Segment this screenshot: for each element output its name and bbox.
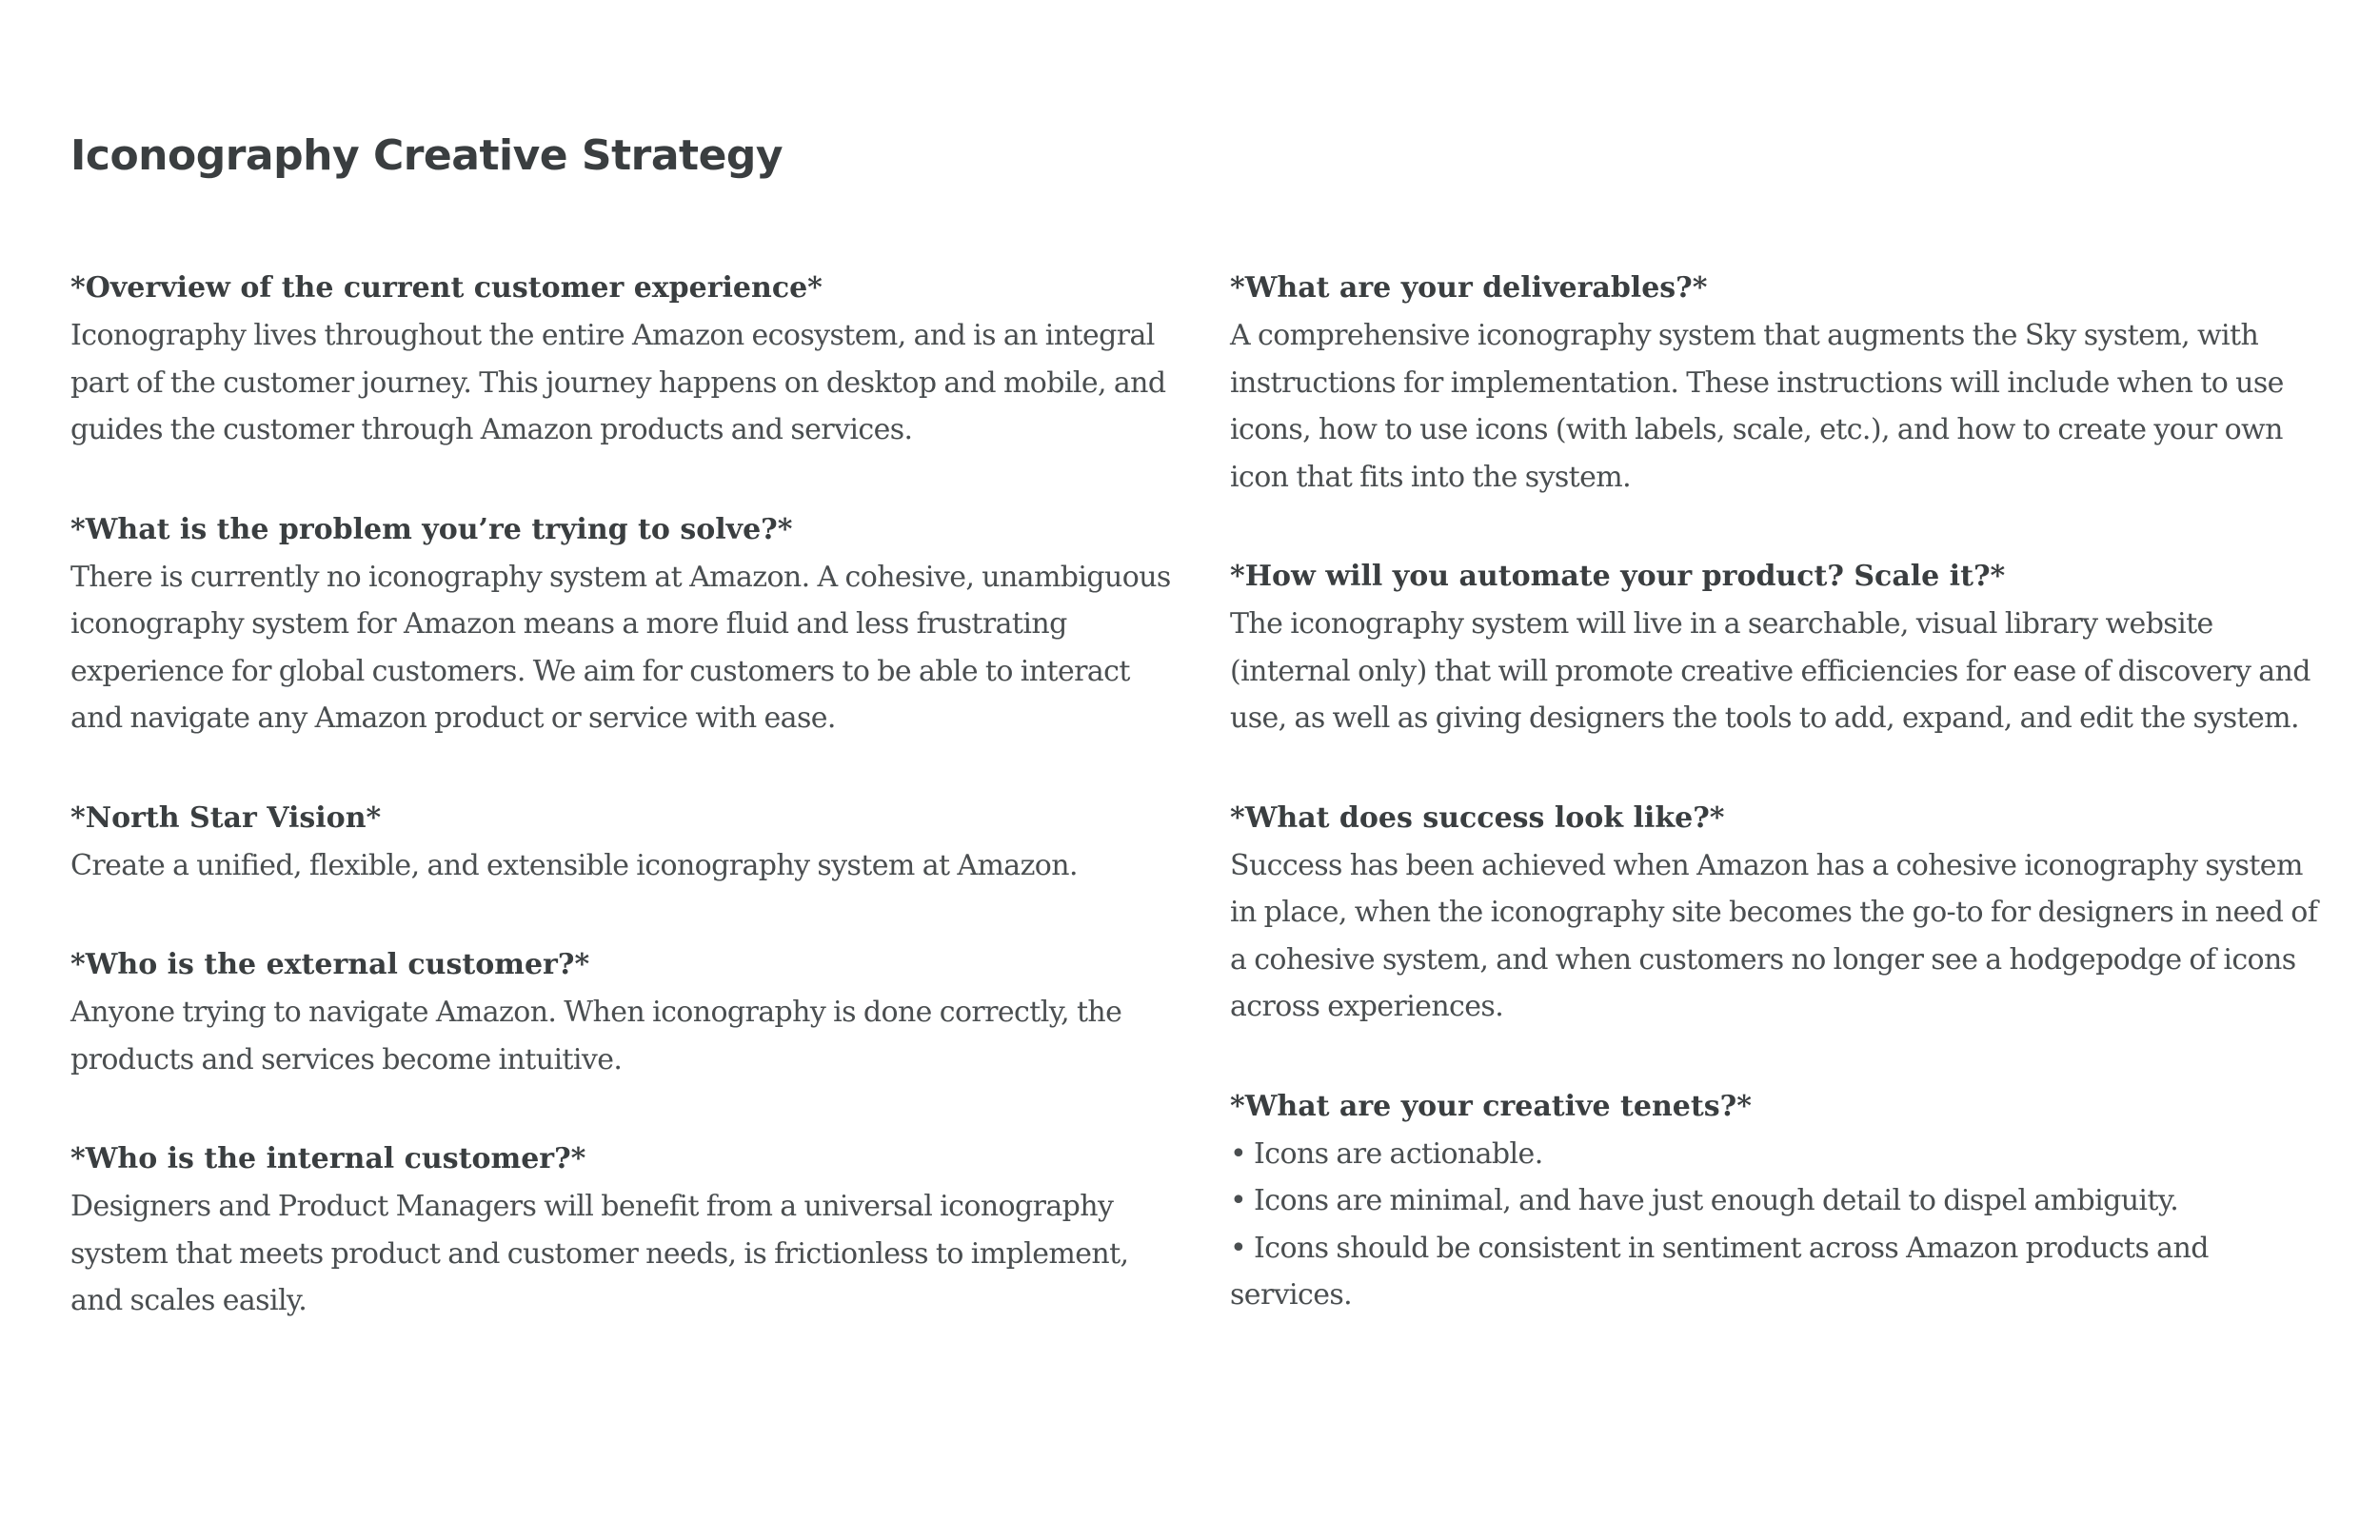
page-title: Iconography Creative Strategy: [70, 131, 783, 180]
section-deliverables: [1230, 265, 2325, 501]
section-problem: [70, 506, 1175, 742]
section-overview: [70, 265, 1175, 454]
section-heading: *What is the problem you’re trying to solve?*: [70, 512, 793, 546]
section-heading: *What does success look like?*: [1230, 800, 1725, 835]
left-column: [70, 265, 1175, 1377]
section-heading: *North Star Vision*: [70, 800, 382, 835]
tenets-list: [1230, 1131, 2325, 1319]
section-body: There is currently no iconography system at Amazon. A cohesive, unambiguous iconography system for Amazon means a more fluid and less frustrating experience for global customers. We aim for customers to be able to interact and navigate any Amazon product or service with ease.: [70, 560, 1171, 735]
right-column: [1230, 265, 2325, 1372]
list-item: • Icons should be consistent in sentiment across Amazon products and services.: [1230, 1225, 2325, 1319]
list-item: • Icons are minimal, and have just enough detail to dispel ambiguity.: [1230, 1177, 2325, 1225]
section-body: Designers and Product Managers will benefit from a universal iconography system that meets product and customer needs, is frictionless to implement, and scales easily.: [70, 1190, 1129, 1317]
section-body: Iconography lives throughout the entire Amazon ecosystem, and is an integral part of the customer journey. This journey happens on desktop and mobile, and guides the customer through Amazon products and services.: [70, 319, 1166, 446]
section-body: A comprehensive iconography system that augments the Sky system, with instructions for implementation. These instructions will include when to use icons, how to use icons (with labels, scale, etc.), and how to create your own icon that fits into the system.: [1230, 319, 2284, 494]
list-item: • Icons are actionable.: [1230, 1131, 2325, 1178]
section-body: Success has been achieved when Amazon has a cohesive iconography system in place, when the iconography site becomes the go-to for designers in need of a cohesive system, and when customers no longer see a hodgepodge of icons across experiences.: [1230, 848, 2318, 1023]
section-body: The iconography system will live in a searchable, visual library website (internal only) that will promote creative efficiencies for ease of discovery and use, as well as giving designers the tools to add, expand, and edit the system.: [1230, 607, 2311, 735]
section-heading: *Overview of the current customer experience*: [70, 271, 823, 305]
section-creative-tenets: [1230, 1083, 2325, 1319]
section-heading: *What are your creative tenets?*: [1230, 1089, 1752, 1123]
section-body: Anyone trying to navigate Amazon. When iconography is done correctly, the products and services become intuitive.: [70, 996, 1122, 1076]
section-north-star: [70, 795, 1175, 890]
section-heading: *Who is the internal customer?*: [70, 1142, 586, 1175]
section-success: [1230, 795, 2325, 1031]
section-heading: *What are your deliverables?*: [1230, 271, 1708, 305]
section-internal-customer: [70, 1135, 1175, 1325]
section-heading: *How will you automate your product? Scale it?*: [1230, 560, 2006, 593]
section-heading: *Who is the external customer?*: [70, 948, 590, 981]
section-external-customer: [70, 941, 1175, 1083]
section-automation: [1230, 553, 2325, 742]
section-body: Create a unified, flexible, and extensible iconography system at Amazon.: [70, 848, 1078, 882]
